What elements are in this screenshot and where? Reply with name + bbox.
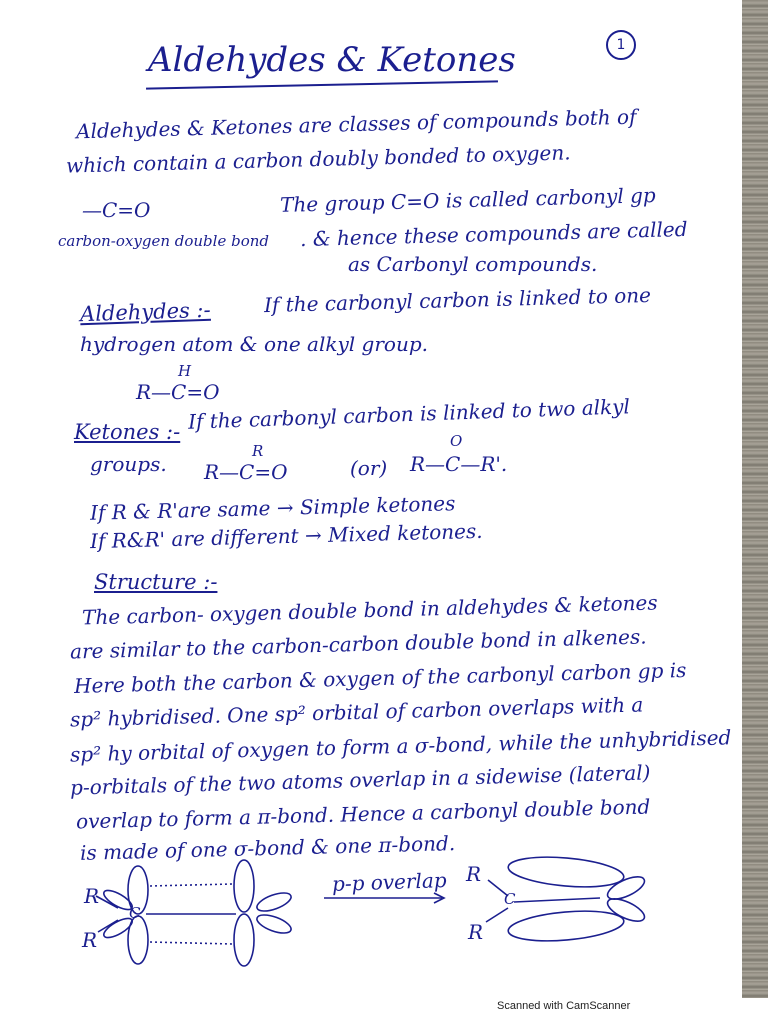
aldehydes-heading: Aldehydes :- <box>79 297 212 327</box>
overlap-guide-top <box>150 884 232 886</box>
pi-bond-cloud-top <box>507 853 625 891</box>
carbonyl-group-formula: —C=O <box>82 198 151 222</box>
intro-line-2: which contain a carbon doubly bonded to oxygen. <box>65 140 571 178</box>
right-sigma-bond-line <box>514 898 600 902</box>
ketones-line-2: groups. <box>90 452 167 476</box>
ketone-formula-1-top: R <box>252 442 264 460</box>
left-r-bottom-bond <box>98 920 118 932</box>
page-number: 1 <box>606 30 636 60</box>
left-r-top-bond <box>96 896 118 908</box>
scanner-watermark: Scanned with CamScanner <box>497 1000 631 1012</box>
structure-line-4: sp² hybridised. One sp² orbital of carbon overlaps with a <box>69 692 644 732</box>
intro-line-4-right: . & hence these compounds are called <box>299 216 688 252</box>
structure-line-8: is made of one σ-bond & one π-bond. <box>79 831 456 865</box>
structure-line-5: sp² hy orbital of oxygen to form a σ-bond, while the unhybridised <box>69 725 732 767</box>
ketones-heading: Ketones :- <box>74 420 181 444</box>
simple-ketones-line: If R & R'are same → Simple ketones <box>89 491 456 525</box>
structure-line-7: overlap to form a π-bond. Hence a carbonyl double bond <box>75 794 651 834</box>
intro-line-3: The group C=O is called carbonyl gp <box>279 183 656 217</box>
left-oxygen-lone-pair-lobe-1 <box>255 889 294 914</box>
right-carbon-label: C <box>504 890 516 908</box>
structure-line-2: are similar to the carbon-carbon double bond in alkenes. <box>69 624 647 664</box>
ketone-formula-2: R—C—R'. <box>410 452 508 476</box>
overlap-arrow-label: p-p overlap <box>331 868 447 896</box>
ketone-or-label: (or) <box>350 456 388 480</box>
right-r-bottom-bond <box>486 908 508 922</box>
structure-line-1: The carbon- oxygen double bond in aldehydes & ketones <box>81 590 658 630</box>
structure-line-6: p-orbitals of the two atoms overlap in a sidewise (lateral) <box>69 760 651 800</box>
left-oxygen-lone-pair-lobe-2 <box>255 911 294 936</box>
right-oxygen-lobe-2 <box>604 894 647 925</box>
intro-line-4-left: carbon-oxygen double bond <box>58 232 269 250</box>
right-r-top-label: R <box>466 862 482 886</box>
intro-line-5: as Carbonyl compounds. <box>348 252 598 276</box>
aldehyde-formula: R—C=O <box>136 380 220 404</box>
ketone-formula-2-top: O <box>450 432 463 450</box>
aldehydes-line-2: hydrogen atom & one alkyl group. <box>80 332 428 356</box>
aldehydes-line-1: If the carbonyl carbon is linked to one <box>263 282 652 318</box>
ketone-formula-1: R—C=O <box>204 460 288 484</box>
left-oxygen-p-orbital-bottom <box>234 914 254 966</box>
structure-line-3: Here both the carbon & oxygen of the carbonyl carbon gp is <box>73 657 687 699</box>
ketones-line-1: If the carbonyl carbon is linked to two alkyl <box>187 394 631 434</box>
right-r-bottom-label: R <box>468 920 484 944</box>
left-r-top-label: R <box>84 884 100 908</box>
page-title: Aldehydes & Ketones <box>148 40 516 80</box>
left-r-bottom-label: R <box>82 928 98 952</box>
aldehyde-h-label: H <box>178 362 192 380</box>
structure-heading: Structure :- <box>94 570 218 594</box>
intro-line-1: Aldehydes & Ketones are classes of compounds both of <box>75 104 637 144</box>
left-oxygen-p-orbital-top <box>234 860 254 912</box>
pi-bond-cloud-bottom <box>507 907 625 945</box>
mixed-ketones-line: If R&R' are different → Mixed ketones. <box>89 518 483 554</box>
left-carbon-label: C <box>129 904 141 922</box>
overlap-guide-bottom <box>150 942 232 944</box>
